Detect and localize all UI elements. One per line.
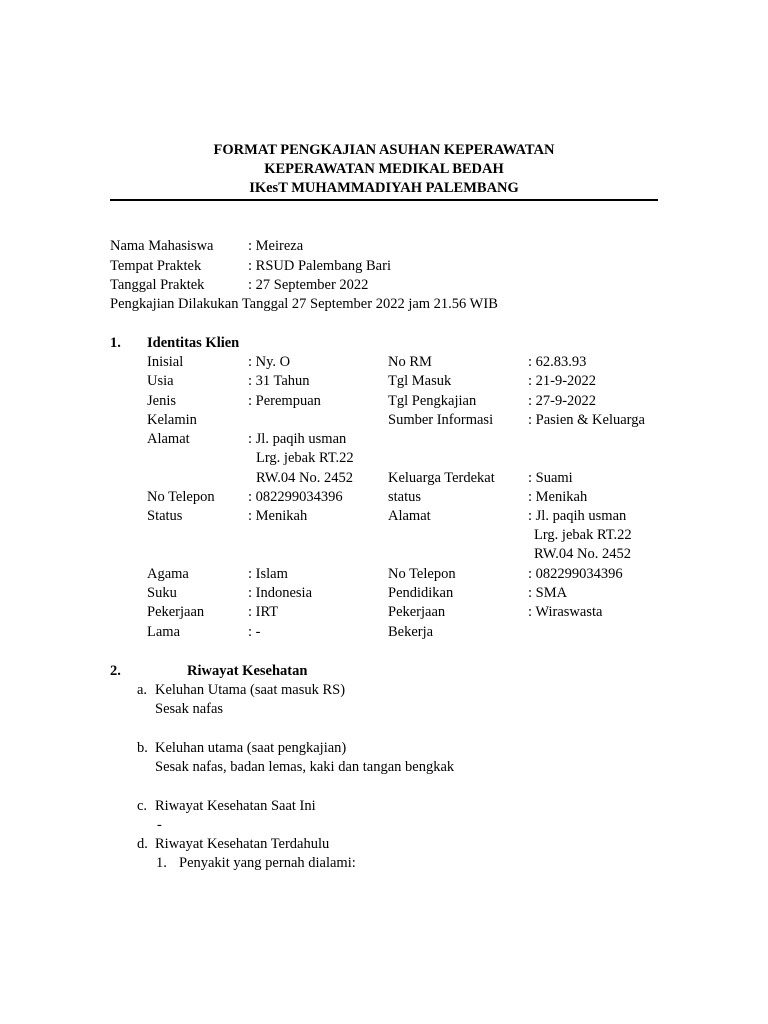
tempat-label: Tempat Praktek <box>110 258 202 274</box>
nama-value: : Meireza <box>248 238 304 254</box>
keluarga-pekerjaan-value: : Wiraswasta <box>528 604 603 620</box>
jenis-value: : Perempuan <box>248 393 321 409</box>
pengkajian-line: Pengkajian Dilakukan Tanggal 27 September 2022 jam 21.56 WIB <box>110 296 498 312</box>
keluarga-status-value: : Menikah <box>528 489 588 505</box>
keluarga-terdekat-label: Keluarga Terdekat <box>388 470 495 486</box>
norm-value: : 62.83.93 <box>528 354 587 370</box>
header-divider <box>110 199 658 201</box>
keluarga-terdekat-value: : Suami <box>528 470 573 486</box>
item-b-title: Keluhan utama (saat pengkajian) <box>155 740 347 756</box>
item-c-marker: c. <box>137 798 148 814</box>
norm-label: No RM <box>388 354 432 370</box>
keluarga-alamat-label: Alamat <box>388 508 431 524</box>
jenis-label: Jenis <box>147 393 176 409</box>
keluarga-alamat-value-line2: Lrg. jebak RT.22 <box>534 527 632 543</box>
item-a-marker: a. <box>137 682 148 698</box>
header-title-line1: FORMAT PENGKAJIAN ASUHAN KEPERAWATAN <box>213 142 555 158</box>
tgl-masuk-value: : 21-9-2022 <box>528 373 597 389</box>
keluarga-telepon-label: No Telepon <box>388 566 456 582</box>
inisial-label: Inisial <box>147 354 184 370</box>
pekerjaan-value: : IRT <box>248 604 279 620</box>
alamat-value-line2: Lrg. jebak RT.22 <box>256 450 354 466</box>
keluarga-pekerjaan-label: Pekerjaan <box>388 604 446 620</box>
item-d1-marker: 1. <box>156 855 167 871</box>
bekerja-label: Bekerja <box>388 624 434 640</box>
tanggal-label: Tanggal Praktek <box>110 277 205 293</box>
lama-label: Lama <box>147 624 181 640</box>
usia-label: Usia <box>147 373 174 389</box>
agama-label: Agama <box>147 566 189 582</box>
pendidikan-value: : SMA <box>528 585 568 601</box>
inisial-value: : Ny. O <box>248 354 291 370</box>
tanggal-value: : 27 September 2022 <box>248 277 369 293</box>
tgl-pengkajian-value: : 27-9-2022 <box>528 393 597 409</box>
item-b-text: Sesak nafas, badan lemas, kaki dan tangan bengkak <box>155 759 455 775</box>
suku-label: Suku <box>147 585 177 601</box>
telepon-value: : 082299034396 <box>248 489 343 505</box>
suku-value: : Indonesia <box>248 585 313 601</box>
telepon-label: No Telepon <box>147 489 215 505</box>
keluarga-telepon-value: : 082299034396 <box>528 566 623 582</box>
alamat-value-line3: RW.04 No. 2452 <box>256 470 353 486</box>
status-value: : Menikah <box>248 508 308 524</box>
status-label: Status <box>147 508 183 524</box>
sumber-informasi-label: Sumber Informasi <box>388 412 494 428</box>
section2-title: Riwayat Kesehatan <box>187 663 308 679</box>
item-a-text: Sesak nafas <box>155 701 224 717</box>
keluarga-status-label: status <box>388 489 422 505</box>
keluarga-alamat-value-line1: : Jl. paqih usman <box>528 508 627 524</box>
agama-value: : Islam <box>248 566 288 582</box>
header-title-line3: IKesT MUHAMMADIYAH PALEMBANG <box>249 180 519 196</box>
header-title-line2: KEPERAWATAN MEDIKAL BEDAH <box>264 161 504 177</box>
kelamin-label: Kelamin <box>147 412 197 428</box>
tgl-pengkajian-label: Tgl Pengkajian <box>388 393 477 409</box>
item-c-text: - <box>157 817 162 833</box>
section1-number: 1. <box>110 335 121 351</box>
usia-value: : 31 Tahun <box>248 373 310 389</box>
sumber-informasi-value: : Pasien & Keluarga <box>528 412 645 428</box>
section2-number: 2. <box>110 663 121 679</box>
alamat-label: Alamat <box>147 431 190 447</box>
pekerjaan-label: Pekerjaan <box>147 604 205 620</box>
lama-value: : - <box>248 624 261 640</box>
section1-title: Identitas Klien <box>147 335 240 351</box>
keluarga-alamat-value-line3: RW.04 No. 2452 <box>534 546 631 562</box>
item-c-title: Riwayat Kesehatan Saat Ini <box>155 798 316 814</box>
nama-label: Nama Mahasiswa <box>110 238 214 254</box>
tempat-value: : RSUD Palembang Bari <box>248 258 391 274</box>
item-d-marker: d. <box>137 836 148 852</box>
item-a-title: Keluhan Utama (saat masuk RS) <box>155 682 346 698</box>
item-d-title: Riwayat Kesehatan Terdahulu <box>155 836 330 852</box>
tgl-masuk-label: Tgl Masuk <box>388 373 452 389</box>
pendidikan-label: Pendidikan <box>388 585 454 601</box>
alamat-value-line1: : Jl. paqih usman <box>248 431 347 447</box>
item-d1-text: Penyakit yang pernah dialami: <box>179 855 356 871</box>
item-b-marker: b. <box>137 740 148 756</box>
